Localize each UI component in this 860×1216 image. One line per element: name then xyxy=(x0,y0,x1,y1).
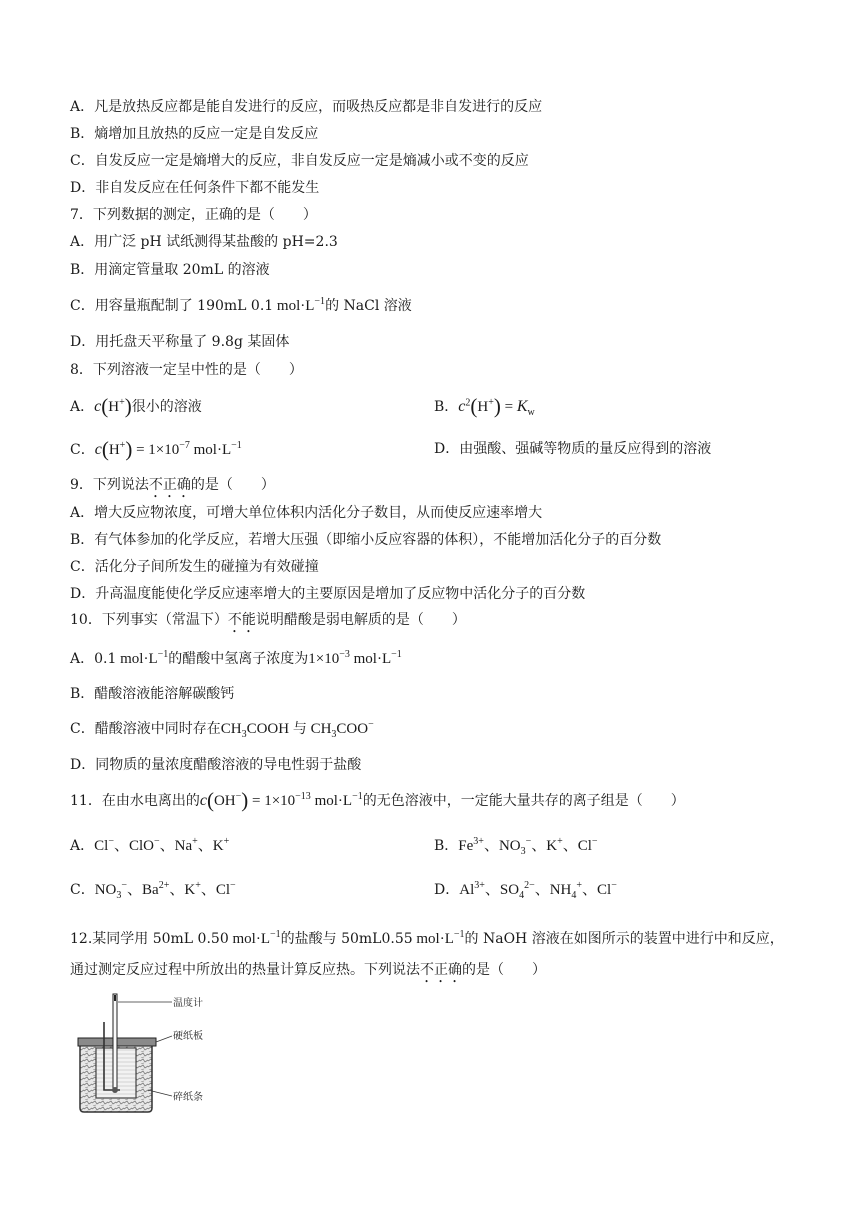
q9-option-a: A．增大反应物浓度，可增大单位体积内活化分子数目，从而使反应速率增大 xyxy=(70,505,543,521)
q12-stem-line1: 12.某同学用 50mL 0.50 $mol\cdot L^{-1}$的盐酸与 50mL0.55 $mol\cdot L^{-1}$的 NaOH 溶液在如图所示的装置中进行中和反应， xyxy=(70,929,784,947)
q6-option-a: A．凡是放热反应都是能自发进行的反应，而吸热反应都是非自发进行的反应 xyxy=(70,99,543,115)
q9-stem: 9．下列说法不正确的是（ ） xyxy=(70,477,275,493)
q7-option-a: A．用广泛 pH 试纸测得某盐酸的 pH=2.3 xyxy=(70,234,338,250)
q11-option-a: A．Cl−、ClO−、Na+、K+ xyxy=(70,836,230,854)
q11-stem: 11．在由水电离出的$c(OH^-) = 1\times 10^{-13}$ $mol\cdot L^{-1}$的无色溶液中，一定能大量共存的离子组是（ ） xyxy=(70,788,685,812)
q10-option-a: A．0.1 $mol\cdot L^{-1}$的醋酸中氢离子浓度为$1\times 10^{-3}$ $mol\cdot L^{-1}$ xyxy=(70,649,402,667)
q9-option-c: C．活化分子间所发生的碰撞为有效碰撞 xyxy=(70,559,319,575)
q7-option-b: B．用滴定管量取 20mL 的溶液 xyxy=(70,262,270,278)
calorimeter-figure xyxy=(76,992,206,1116)
q10-option-b: B．醋酸溶液能溶解碳酸钙 xyxy=(70,686,235,702)
q10-stem: 10．下列事实（常温下）不能说明醋酸是弱电解质的是（ ） xyxy=(70,612,466,628)
q7-stem: 7．下列数据的测定，正确的是（ ） xyxy=(70,207,317,223)
q8-option-b: B．$c^2(H^+) = K_w$ xyxy=(434,394,535,418)
q10-option-c: C．醋酸溶液中同时存在$CH_3COOH$ 与 $CH_3COO^-$ xyxy=(70,719,374,740)
q11-option-c: C．$NO_3^-$、$Ba^{2+}$、K+、Cl− xyxy=(70,880,236,901)
label-cardboard: 硬纸板 xyxy=(173,1031,203,1042)
q11-option-b: B．$Fe^{3+}$、$NO_3^-$、K+、Cl− xyxy=(434,836,598,857)
q6-option-d: D．非自发反应在任何条件下都不能发生 xyxy=(70,180,320,196)
q7-option-d: D．用托盘天平称量了 9.8g 某固体 xyxy=(70,334,290,350)
q6-option-b: B．熵增加且放热的反应一定是自发反应 xyxy=(70,126,319,142)
q9-option-d: D．升高温度能使化学反应速率增大的主要原因是增加了反应物中活化分子的百分数 xyxy=(70,586,586,602)
label-scraps: 碎纸条 xyxy=(173,1092,203,1103)
label-thermometer: 温度计 xyxy=(173,998,203,1009)
q8-option-a: A．c(H+)很小的溶液 xyxy=(70,394,202,418)
q8-option-c: C．$c(H^+) = 1\times 10^{-7}$ $mol\cdot L^{-1}$ xyxy=(70,437,242,461)
q6-option-c: C．自发反应一定是熵增大的反应，非自发反应一定是熵减小或不变的反应 xyxy=(70,153,529,169)
q8-stem: 8．下列溶液一定呈中性的是（ ） xyxy=(70,362,303,378)
q10-option-d: D．同物质的量浓度醋酸溶液的导电性弱于盐酸 xyxy=(70,757,362,773)
q11-option-d: D．$Al^{3+}$、$SO_4^{2-}$、$NH_4^+$、Cl− xyxy=(434,880,617,901)
q12-stem-line2: 通过测定反应过程中所放出的热量计算反应热。下列说法不正确的是（ ） xyxy=(70,962,546,978)
q9-option-b: B．有气体参加的化学反应，若增大压强（即缩小反应容器的体积），不能增加活化分子的百分数 xyxy=(70,532,662,548)
thermometer-icon xyxy=(113,994,117,1090)
q8-option-d: D．由强酸、强碱等物质的量反应得到的溶液 xyxy=(434,441,712,457)
q7-option-c: C．用容量瓶配制了 190mL 0.1 $mol\cdot L^{-1}$的 NaCl 溶液 xyxy=(70,296,412,314)
